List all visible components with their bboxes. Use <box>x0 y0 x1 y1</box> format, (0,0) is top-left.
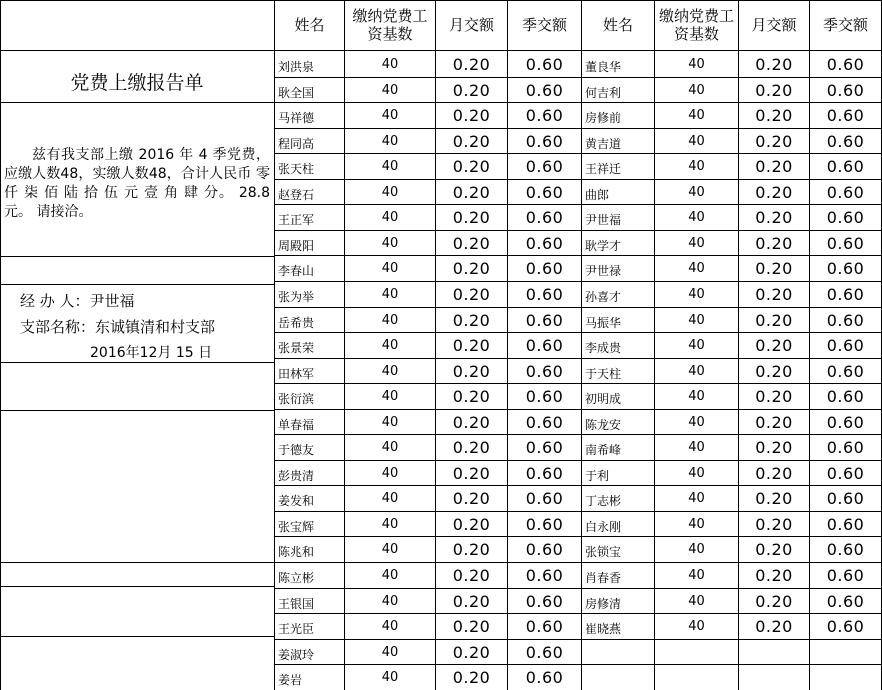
cell-monthly: 0.20 <box>452 336 491 355</box>
cell-name: 李成贵 <box>585 341 622 355</box>
grid-hline <box>0 410 274 411</box>
cell-base: 40 <box>688 210 705 225</box>
cell-monthly: 0.20 <box>755 183 793 202</box>
cell-quarterly: 0.60 <box>826 336 865 355</box>
cell-name: 王光臣 <box>278 622 315 636</box>
cell-monthly: 0.20 <box>755 438 793 457</box>
cell-monthly: 0.20 <box>755 234 793 253</box>
cell-quarterly: 0.60 <box>525 336 564 355</box>
cell-base: 40 <box>688 261 705 276</box>
cell-name: 于德友 <box>278 443 315 457</box>
cell-name: 姜淑玲 <box>278 648 315 662</box>
cell-name: 白永刚 <box>585 520 622 534</box>
cell-quarterly: 0.60 <box>525 413 564 432</box>
cell-quarterly: 0.60 <box>525 259 564 278</box>
cell-base: 40 <box>381 287 399 302</box>
cell-quarterly: 0.60 <box>525 489 564 508</box>
grid-hline <box>0 284 274 285</box>
cell-monthly: 0.20 <box>452 183 491 202</box>
cell-base: 40 <box>381 645 399 660</box>
cell-monthly: 0.20 <box>452 208 491 227</box>
header-quarterly-2: 季交额 <box>822 16 868 34</box>
grid-hline <box>0 362 274 363</box>
cell-base: 40 <box>381 236 399 251</box>
cell-name: 张景荣 <box>278 341 315 355</box>
cell-quarterly: 0.60 <box>525 540 564 559</box>
cell-monthly: 0.20 <box>452 157 491 176</box>
cell-base: 40 <box>381 440 399 455</box>
cell-monthly: 0.20 <box>452 438 491 457</box>
cell-quarterly: 0.60 <box>525 81 564 100</box>
cell-quarterly: 0.60 <box>525 106 564 125</box>
cell-quarterly: 0.60 <box>826 464 865 483</box>
cell-name: 董良华 <box>585 60 622 74</box>
cell-name: 刘洪泉 <box>278 60 315 74</box>
cell-name: 赵登石 <box>278 188 315 202</box>
cell-base: 40 <box>688 594 705 609</box>
cell-quarterly: 0.60 <box>525 311 564 330</box>
cell-monthly: 0.20 <box>755 362 793 381</box>
cell-name: 单春福 <box>278 418 315 432</box>
cell-monthly: 0.20 <box>755 132 793 151</box>
cell-base: 40 <box>381 210 399 225</box>
grid-hline <box>0 102 274 103</box>
cell-name: 王正军 <box>278 213 315 227</box>
cell-base: 40 <box>688 364 705 379</box>
cell-monthly: 0.20 <box>755 336 793 355</box>
cell-base: 40 <box>381 466 399 481</box>
cell-quarterly: 0.60 <box>826 234 865 253</box>
cell-monthly: 0.20 <box>452 592 491 611</box>
cell-quarterly: 0.60 <box>525 183 564 202</box>
cell-quarterly: 0.60 <box>525 566 564 585</box>
cell-base: 40 <box>381 185 399 200</box>
cell-quarterly: 0.60 <box>525 132 564 151</box>
cell-monthly: 0.20 <box>755 285 793 304</box>
cell-base: 40 <box>381 134 399 149</box>
cell-base: 40 <box>688 134 705 149</box>
cell-name: 何吉利 <box>585 86 622 100</box>
cell-monthly: 0.20 <box>755 259 793 278</box>
cell-name: 房修清 <box>585 597 622 611</box>
cell-quarterly: 0.60 <box>525 208 564 227</box>
report-paragraph: 兹有我支部上缴 2016 年 4 季党费，应缴人数48，实缴人数48，合计人民币 零 仟 柒 佰 陆 拾 伍 元 壹 角 肆 分。 28.8元。 请接洽。 <box>4 147 270 220</box>
cell-base: 40 <box>688 619 705 634</box>
cell-name: 于利 <box>585 469 610 483</box>
cell-name: 王银国 <box>278 597 315 611</box>
cell-monthly: 0.20 <box>452 464 491 483</box>
cell-monthly: 0.20 <box>755 515 793 534</box>
cell-base: 40 <box>688 338 705 353</box>
grid-hline <box>0 562 274 563</box>
grid-hline <box>0 636 274 637</box>
cell-quarterly: 0.60 <box>826 387 865 406</box>
cell-name: 张衍滨 <box>278 392 315 406</box>
cell-base: 40 <box>381 594 399 609</box>
cell-base: 40 <box>381 542 399 557</box>
cell-base: 40 <box>381 83 399 98</box>
cell-name: 程同高 <box>278 137 315 151</box>
cell-name: 肖春香 <box>585 571 622 585</box>
grid-hline <box>0 256 274 257</box>
cell-quarterly: 0.60 <box>826 208 865 227</box>
cell-monthly: 0.20 <box>755 311 793 330</box>
cell-base: 40 <box>381 389 399 404</box>
cell-name: 张宝辉 <box>278 520 315 534</box>
cell-name: 耿全国 <box>278 86 315 100</box>
cell-quarterly: 0.60 <box>826 489 865 508</box>
cell-quarterly: 0.60 <box>826 362 865 381</box>
branch-name: 支部名称：东诚镇清和村支部 <box>20 318 216 336</box>
cell-name: 尹世禄 <box>585 264 622 278</box>
cell-quarterly: 0.60 <box>525 668 564 687</box>
cell-monthly: 0.20 <box>452 617 491 636</box>
cell-monthly: 0.20 <box>452 566 491 585</box>
cell-name: 陈立彬 <box>278 571 315 585</box>
cell-monthly: 0.20 <box>452 643 491 662</box>
cell-base: 40 <box>381 415 399 430</box>
handler-label: 经 办 人：尹世福 <box>20 292 135 310</box>
cell-quarterly: 0.60 <box>525 157 564 176</box>
cell-name: 李春山 <box>278 264 315 278</box>
cell-name: 尹世福 <box>585 213 622 227</box>
cell-monthly: 0.20 <box>452 234 491 253</box>
cell-monthly: 0.20 <box>452 311 491 330</box>
cell-quarterly: 0.60 <box>826 617 865 636</box>
cell-base: 40 <box>381 261 399 276</box>
cell-name: 房修前 <box>585 111 622 125</box>
cell-base: 40 <box>381 619 399 634</box>
cell-monthly: 0.20 <box>755 566 793 585</box>
cell-name: 于天柱 <box>585 367 622 381</box>
cell-quarterly: 0.60 <box>525 55 564 74</box>
cell-base: 40 <box>381 491 399 506</box>
cell-base: 40 <box>381 57 399 72</box>
grid-hline <box>0 50 882 51</box>
cell-monthly: 0.20 <box>755 617 793 636</box>
cell-monthly: 0.20 <box>452 387 491 406</box>
cell-quarterly: 0.60 <box>826 311 865 330</box>
cell-monthly: 0.20 <box>755 387 793 406</box>
cell-monthly: 0.20 <box>452 668 491 687</box>
header-base-2: 缴纳党费工资基数 <box>658 7 734 43</box>
cell-monthly: 0.20 <box>755 55 793 74</box>
cell-base: 40 <box>381 338 399 353</box>
cell-monthly: 0.20 <box>452 515 491 534</box>
cell-quarterly: 0.60 <box>826 285 865 304</box>
cell-monthly: 0.20 <box>452 81 491 100</box>
cell-base: 40 <box>688 185 705 200</box>
cell-name: 耿学才 <box>585 239 622 253</box>
cell-monthly: 0.20 <box>755 157 793 176</box>
cell-quarterly: 0.60 <box>525 617 564 636</box>
cell-monthly: 0.20 <box>452 55 491 74</box>
cell-quarterly: 0.60 <box>826 515 865 534</box>
cell-name: 马振华 <box>585 316 622 330</box>
cell-name: 孙喜才 <box>585 290 622 304</box>
cell-quarterly: 0.60 <box>525 643 564 662</box>
cell-base: 40 <box>381 517 399 532</box>
cell-name: 崔晓燕 <box>585 622 622 636</box>
cell-quarterly: 0.60 <box>826 183 865 202</box>
cell-quarterly: 0.60 <box>826 81 865 100</box>
grid-hline <box>0 0 882 1</box>
cell-name: 张为举 <box>278 290 315 304</box>
cell-name: 张天柱 <box>278 162 315 176</box>
grid-hline <box>0 586 274 587</box>
cell-monthly: 0.20 <box>755 413 793 432</box>
cell-name: 黄吉道 <box>585 137 622 151</box>
cell-name: 王祥迁 <box>585 162 622 176</box>
cell-base: 40 <box>688 83 705 98</box>
cell-name: 田林军 <box>278 367 315 381</box>
cell-base: 40 <box>381 568 399 583</box>
cell-quarterly: 0.60 <box>826 55 865 74</box>
cell-quarterly: 0.60 <box>826 413 865 432</box>
cell-base: 40 <box>688 313 705 328</box>
cell-base: 40 <box>688 542 705 557</box>
header-name-2: 姓名 <box>602 16 633 34</box>
cell-quarterly: 0.60 <box>525 362 564 381</box>
cell-monthly: 0.20 <box>755 592 793 611</box>
cell-base: 40 <box>688 108 705 123</box>
cell-base: 40 <box>688 415 705 430</box>
cell-monthly: 0.20 <box>452 106 491 125</box>
cell-base: 40 <box>688 236 705 251</box>
cell-monthly: 0.20 <box>755 540 793 559</box>
cell-monthly: 0.20 <box>452 413 491 432</box>
report-date: 2016年12月 15 日 <box>90 345 213 361</box>
cell-base: 40 <box>688 57 705 72</box>
cell-name: 初明成 <box>585 392 622 406</box>
cell-name: 张锁宝 <box>585 545 622 559</box>
cell-base: 40 <box>688 491 705 506</box>
cell-base: 40 <box>688 287 705 302</box>
cell-monthly: 0.20 <box>755 106 793 125</box>
cell-base: 40 <box>381 364 399 379</box>
cell-monthly: 0.20 <box>452 540 491 559</box>
cell-name: 岳希贵 <box>278 316 315 330</box>
header-name-1: 姓名 <box>294 16 325 34</box>
cell-name: 丁志彬 <box>585 494 622 508</box>
cell-monthly: 0.20 <box>452 132 491 151</box>
cell-base: 40 <box>688 517 705 532</box>
cell-quarterly: 0.60 <box>826 157 865 176</box>
cell-monthly: 0.20 <box>755 208 793 227</box>
cell-quarterly: 0.60 <box>525 592 564 611</box>
cell-monthly: 0.20 <box>452 362 491 381</box>
cell-quarterly: 0.60 <box>525 438 564 457</box>
cell-name: 姜发和 <box>278 494 315 508</box>
cell-quarterly: 0.60 <box>525 387 564 406</box>
cell-base: 40 <box>688 568 705 583</box>
cell-monthly: 0.20 <box>755 464 793 483</box>
cell-quarterly: 0.60 <box>826 438 865 457</box>
cell-monthly: 0.20 <box>452 285 491 304</box>
cell-base: 40 <box>381 159 399 174</box>
cell-base: 40 <box>688 440 705 455</box>
cell-quarterly: 0.60 <box>525 285 564 304</box>
cell-name: 南希峰 <box>585 443 622 457</box>
header-base-1: 缴纳党费工资基数 <box>352 7 428 43</box>
cell-base: 40 <box>381 108 399 123</box>
cell-quarterly: 0.60 <box>826 592 865 611</box>
cell-quarterly: 0.60 <box>826 566 865 585</box>
cell-name: 姜岩 <box>278 673 303 687</box>
cell-monthly: 0.20 <box>755 81 793 100</box>
cell-base: 40 <box>381 313 399 328</box>
cell-monthly: 0.20 <box>452 489 491 508</box>
cell-quarterly: 0.60 <box>826 106 865 125</box>
cell-quarterly: 0.60 <box>826 259 865 278</box>
header-monthly-2: 月交额 <box>751 16 797 34</box>
cell-base: 40 <box>381 670 399 685</box>
cell-base: 40 <box>688 389 705 404</box>
cell-base: 40 <box>688 466 705 481</box>
cell-name: 彭贵清 <box>278 469 315 483</box>
cell-monthly: 0.20 <box>755 489 793 508</box>
cell-name: 曲郎 <box>585 188 610 202</box>
cell-name: 周殿阳 <box>278 239 315 253</box>
cell-name: 马祥德 <box>278 111 315 125</box>
cell-quarterly: 0.60 <box>826 132 865 151</box>
cell-quarterly: 0.60 <box>826 540 865 559</box>
cell-monthly: 0.20 <box>452 259 491 278</box>
cell-name: 陈兆和 <box>278 545 315 559</box>
cell-quarterly: 0.60 <box>525 464 564 483</box>
cell-base: 40 <box>688 159 705 174</box>
report-title: 党费上缴报告单 <box>70 72 204 94</box>
cell-name: 陈龙安 <box>585 418 622 432</box>
cell-quarterly: 0.60 <box>525 234 564 253</box>
header-monthly-1: 月交额 <box>448 16 494 34</box>
header-quarterly-1: 季交额 <box>521 16 567 34</box>
cell-quarterly: 0.60 <box>525 515 564 534</box>
